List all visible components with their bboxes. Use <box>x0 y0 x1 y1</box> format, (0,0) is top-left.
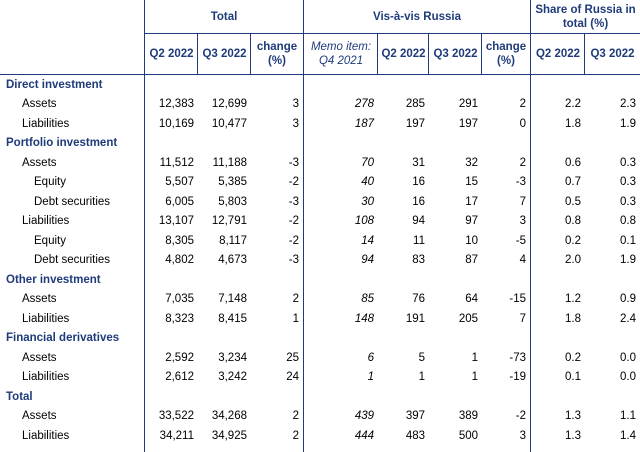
section-label: Financial derivatives <box>6 332 120 345</box>
section-label: Other investment <box>6 273 101 286</box>
cell-memo: 108 <box>354 215 374 228</box>
cell-total-q3: 3,242 <box>218 371 247 384</box>
cell-ru-q3: 197 <box>458 117 478 130</box>
cell-total-change: -3 <box>288 254 299 267</box>
cell-total-q3: 11,188 <box>212 156 247 169</box>
cell-ru-q2: 16 <box>412 176 425 189</box>
cell-total-q3: 5,803 <box>218 195 247 208</box>
cell-memo: 439 <box>354 410 374 423</box>
cell-ru-q3: 10 <box>465 234 478 247</box>
divider-total <box>303 0 304 452</box>
cell-total-change: 2 <box>292 410 299 423</box>
cell-share-q2: 1.3 <box>565 410 581 423</box>
cell-share-q3: 1.1 <box>620 410 636 423</box>
row-label: Debt securities <box>34 254 111 267</box>
cell-share-q2: 0.6 <box>565 156 581 169</box>
cell-total-q2: 34,211 <box>159 429 194 442</box>
cell-total-q2: 8,323 <box>165 312 194 325</box>
section-row <box>0 329 640 349</box>
cell-share-q2: 1.3 <box>565 429 581 442</box>
cell-total-q3: 3,234 <box>218 351 247 364</box>
cell-ru-q3: 1 <box>471 371 478 384</box>
cell-total-q2: 12,383 <box>158 98 194 111</box>
cell-ru-q3: 1 <box>471 351 478 364</box>
cell-total-q3: 12,791 <box>211 215 247 228</box>
cell-ru-change: 7 <box>519 312 526 325</box>
cell-total-change: -3 <box>288 195 299 208</box>
cell-total-q2: 7,035 <box>165 293 194 306</box>
divider-header <box>144 33 640 34</box>
cell-total-q3: 5,385 <box>218 176 247 189</box>
cell-total-q2: 6,005 <box>165 195 194 208</box>
cell-share-q3: 0.9 <box>620 293 636 306</box>
cell-memo: 85 <box>361 293 374 306</box>
cell-ru-q2: 285 <box>405 98 425 111</box>
cell-ru-change: -19 <box>509 371 526 384</box>
cell-ru-q3: 17 <box>465 195 478 208</box>
table-row <box>0 212 640 232</box>
divider-russia <box>530 0 531 452</box>
cell-share-q3: 1.9 <box>620 117 636 130</box>
cell-total-q2: 13,107 <box>158 215 194 228</box>
cell-share-q2: 0.2 <box>565 234 581 247</box>
section-row <box>0 134 640 154</box>
cell-ru-change: 3 <box>519 215 526 228</box>
cell-ru-q3: 205 <box>458 312 478 325</box>
divider-hdr-a <box>197 34 198 74</box>
cell-memo: 40 <box>361 176 374 189</box>
header-total-q2: Q2 2022 <box>149 47 194 60</box>
cell-total-change: 2 <box>292 293 299 306</box>
table-row <box>0 153 640 173</box>
cell-total-change: -2 <box>288 176 299 189</box>
cell-memo: 94 <box>361 254 374 267</box>
cell-ru-change: 4 <box>519 254 526 267</box>
cell-total-change: 25 <box>286 351 299 364</box>
cell-total-q2: 10,169 <box>158 117 194 130</box>
section-row <box>0 270 640 290</box>
table-row <box>0 114 640 134</box>
cell-total-q3: 12,699 <box>211 98 247 111</box>
header-group-row <box>0 0 640 34</box>
cell-ru-q3: 15 <box>465 176 478 189</box>
table-row <box>0 407 640 427</box>
cell-share-q2: 2.2 <box>565 98 581 111</box>
header-group-russia: Vis-à-vis Russia <box>372 10 461 23</box>
cell-ru-q3: 389 <box>458 410 478 423</box>
cell-ru-change: 3 <box>519 429 526 442</box>
divider-hdr-f <box>584 34 585 74</box>
row-label: Assets <box>22 98 57 111</box>
cell-total-change: -2 <box>288 215 299 228</box>
cell-ru-q2: 16 <box>412 195 425 208</box>
cell-total-q2: 2,592 <box>165 351 194 364</box>
cell-memo: 444 <box>354 429 374 442</box>
header-total-q3: Q3 2022 <box>202 47 247 60</box>
cell-memo: 70 <box>361 156 374 169</box>
header-ru-q2: Q2 2022 <box>381 47 426 60</box>
cell-total-change: 3 <box>292 117 299 130</box>
cell-share-q3: 0.3 <box>620 195 636 208</box>
cell-total-q3: 34,925 <box>211 429 247 442</box>
cell-total-q3: 10,477 <box>211 117 247 130</box>
cell-ru-change: 0 <box>519 117 526 130</box>
cell-ru-change: -15 <box>509 293 526 306</box>
cell-total-change: 2 <box>292 429 299 442</box>
header-group-share: Share of Russia in total (%) <box>535 3 636 30</box>
cell-ru-q2: 483 <box>405 429 425 442</box>
table-row <box>0 192 640 212</box>
cell-ru-q3: 291 <box>458 98 478 111</box>
cell-total-change: -3 <box>288 156 299 169</box>
cell-share-q3: 0.1 <box>620 234 636 247</box>
cell-total-q2: 5,507 <box>165 176 194 189</box>
cell-memo: 187 <box>354 117 374 130</box>
divider-hdr-b <box>250 34 251 74</box>
cell-ru-change: -73 <box>509 351 526 364</box>
table-row <box>0 173 640 193</box>
cell-share-q3: 0.0 <box>620 371 636 384</box>
cell-share-q3: 2.4 <box>620 312 636 325</box>
row-label: Liabilities <box>22 371 70 384</box>
table-row <box>0 251 640 271</box>
cell-ru-change: -2 <box>515 410 526 423</box>
cell-share-q3: 1.9 <box>620 254 636 267</box>
cell-share-q3: 2.3 <box>620 98 636 111</box>
row-label: Debt securities <box>34 195 111 208</box>
cell-ru-q2: 76 <box>412 293 425 306</box>
row-label: Assets <box>22 410 57 423</box>
cell-share-q2: 0.7 <box>565 176 581 189</box>
cell-share-q2: 1.8 <box>565 117 581 130</box>
cell-ru-q2: 11 <box>413 234 425 247</box>
cell-share-q2: 0.2 <box>565 351 581 364</box>
cell-total-q3: 8,117 <box>219 234 247 247</box>
cell-ru-q2: 397 <box>405 410 425 423</box>
cell-share-q2: 1.2 <box>565 293 581 306</box>
cell-total-q3: 8,415 <box>218 312 247 325</box>
header-ru-change: change (%) <box>485 40 527 67</box>
header-group-total: Total <box>210 10 238 23</box>
cell-memo: 278 <box>354 98 374 111</box>
cell-share-q2: 2.0 <box>565 254 581 267</box>
cell-total-q2: 11,512 <box>159 156 194 169</box>
cell-total-change: 1 <box>292 312 299 325</box>
table-row <box>0 309 640 329</box>
cell-ru-change: 7 <box>519 195 526 208</box>
cell-total-change: -2 <box>288 234 299 247</box>
row-label: Equity <box>34 234 66 247</box>
cell-total-q3: 34,268 <box>211 410 247 423</box>
row-label: Liabilities <box>22 429 70 442</box>
cell-ru-q3: 87 <box>465 254 478 267</box>
row-label: Liabilities <box>22 215 70 228</box>
row-label: Liabilities <box>22 312 70 325</box>
cell-total-q2: 2,612 <box>165 371 194 384</box>
cell-share-q3: 0.0 <box>620 351 636 364</box>
cell-memo: 6 <box>367 351 374 364</box>
divider-label <box>144 0 145 452</box>
header-column-row <box>0 34 640 75</box>
section-label: Portfolio investment <box>6 137 118 150</box>
cell-ru-q2: 31 <box>412 156 425 169</box>
cell-share-q3: 0.3 <box>620 176 636 189</box>
cell-ru-q2: 1 <box>418 371 425 384</box>
cell-ru-q2: 83 <box>412 254 425 267</box>
table-row <box>0 95 640 115</box>
divider-hdr-d <box>428 34 429 74</box>
header-share-q2: Q2 2022 <box>535 47 581 60</box>
cell-ru-q3: 32 <box>465 156 478 169</box>
header-memo: Memo item: Q4 2021 <box>310 40 372 67</box>
section-label: Total <box>6 390 33 403</box>
header-ru-q3: Q3 2022 <box>433 47 478 60</box>
cell-share-q2: 0.1 <box>565 371 581 384</box>
cell-total-change: 24 <box>286 371 299 384</box>
cell-share-q3: 1.4 <box>620 429 636 442</box>
cell-ru-q2: 5 <box>418 351 425 364</box>
table-row <box>0 231 640 251</box>
cell-ru-change: 2 <box>519 156 526 169</box>
cell-memo: 30 <box>361 195 374 208</box>
cell-total-q3: 7,148 <box>218 293 247 306</box>
cell-ru-q3: 500 <box>458 429 478 442</box>
cell-ru-q2: 94 <box>412 215 425 228</box>
row-label: Equity <box>34 176 66 189</box>
cell-memo: 14 <box>361 234 374 247</box>
table-row <box>0 290 640 310</box>
cell-total-q2: 8,305 <box>165 234 194 247</box>
cell-total-q2: 4,802 <box>165 254 194 267</box>
header-share-q3: Q3 2022 <box>590 47 635 60</box>
cell-share-q2: 0.8 <box>565 215 581 228</box>
cell-memo: 148 <box>354 312 374 325</box>
section-label: Direct investment <box>6 78 103 91</box>
cell-total-q2: 33,522 <box>158 410 194 423</box>
divider-hdr-c <box>377 34 378 74</box>
cell-total-change: 3 <box>292 98 299 111</box>
cell-memo: 1 <box>367 371 374 384</box>
divider-hdr-e <box>481 34 482 74</box>
cell-total-q3: 4,673 <box>218 254 247 267</box>
cell-ru-change: 2 <box>519 98 526 111</box>
cell-ru-q3: 64 <box>465 293 478 306</box>
table-body <box>0 75 640 446</box>
cell-ru-q3: 97 <box>465 215 478 228</box>
table-row <box>0 426 640 446</box>
section-row <box>0 75 640 95</box>
row-label: Liabilities <box>22 117 70 130</box>
cell-share-q2: 0.5 <box>565 195 581 208</box>
cell-ru-change: -3 <box>515 176 526 189</box>
cell-ru-q2: 197 <box>405 117 425 130</box>
row-label: Assets <box>22 351 57 364</box>
cell-ru-change: -5 <box>515 234 526 247</box>
section-row <box>0 387 640 407</box>
cell-ru-q2: 191 <box>405 312 425 325</box>
cell-share-q3: 0.3 <box>620 156 636 169</box>
cell-share-q2: 1.8 <box>565 312 581 325</box>
row-label: Assets <box>22 156 57 169</box>
table-row <box>0 368 640 388</box>
table-row <box>0 348 640 368</box>
cell-share-q3: 0.8 <box>620 215 636 228</box>
row-label: Assets <box>22 293 57 306</box>
header-total-change: change (%) <box>256 40 298 67</box>
